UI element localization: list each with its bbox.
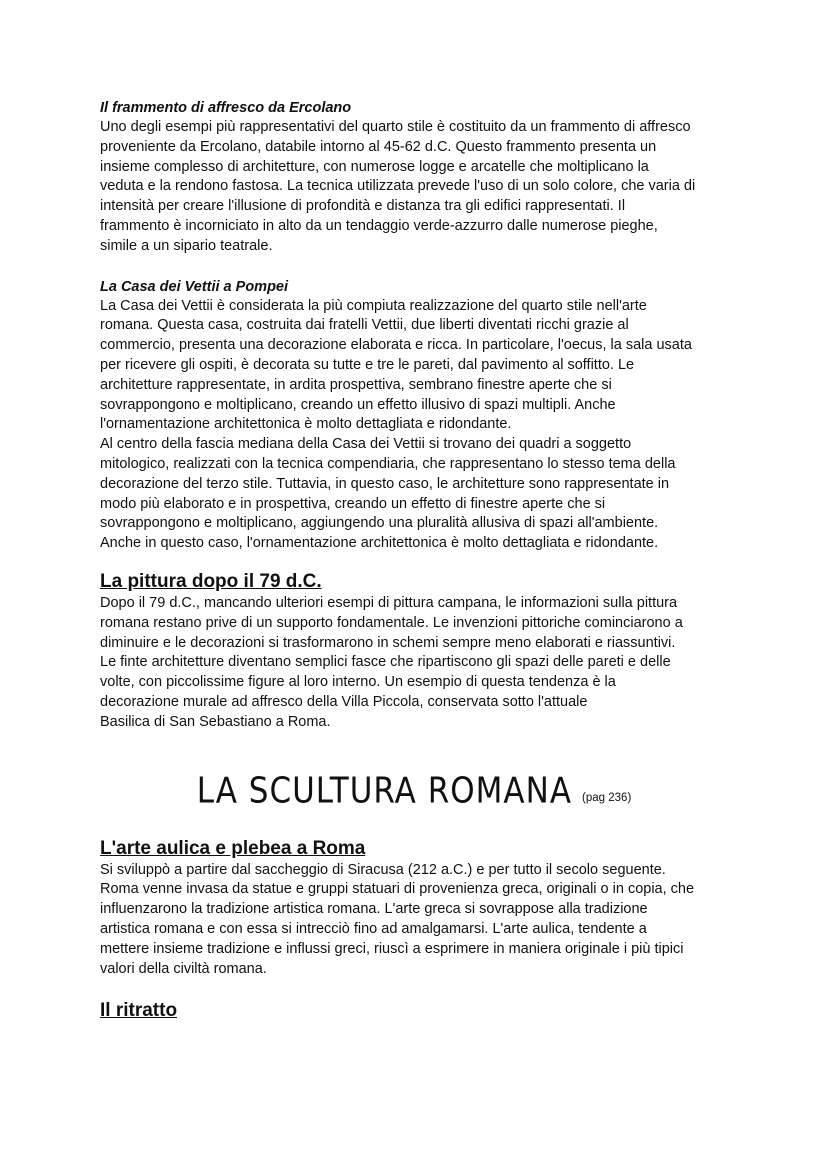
aulica-paragraph: Si sviluppò a partire dal saccheggio di Siracusa (212 a.C.) e per tutto il secolo seguente. Roma venne invasa da statue e gruppi statuari di provenienza greca, originali o in copia, che influenzarono la tradizione artistica romana. L'arte greca si sovrappose alla tradizione artistica romana e con essa si intrecciò fino ad amalgamarsi. L'arte aulica, tendente a mettere insieme tradizione e influssi greci, riuscì a esprimere in maniera originale i più tipici valori della civiltà romana. (100, 861, 695, 977)
frammento-heading: Il frammento di affresco da Ercolano (100, 100, 352, 116)
pittura-heading: La pittura dopo il 79 d.C. (100, 570, 322, 592)
page-reference: (pag 236) (582, 791, 632, 804)
vettii-paragraph: La Casa dei Vettii è considerata la più compiuta realizzazione del quarto stile nell'arte romana. Questa casa, costruita dai fratelli Vettii, due liberti diventati ricchi grazie al commercio, presenta una decorazione elaborata e ricca. In particolare, l'oecus, la sala usata per ricevere gli ospiti, è decorata su tutte e tre le pareti, dal pavimento al soffitto. Le architetture rappresentate, in ardita prospettiva, sembrano finestre aperte che si sovrappongono e moltiplicano, creando un effetto illusivo di spazi multipli. Anche l'ornamentazione architettonica è molto dettagliata e ridondante. Al centro della fascia mediana della Casa dei Vettii si trovano dei quadri a soggetto mitologico, realizzati con la tecnica compendiaria, che rappresentano lo stesso tema della decorazione del terzo stile. Tuttavia, in questo caso, le architetture sono rappresentate in modo più elaborato e in prospettiva, creando un effetto di finestre aperte che si sovrappongono e moltiplicano, aggiungendo una pluralità allusiva di spazi all'ambiente. Anche in questo caso, l'ornamentazione architettonica è molto dettagliata e ridondante. (100, 297, 692, 552)
scultura-title: LA SCULTURA ROMANA (196, 769, 573, 812)
document-page (100, 98, 740, 1023)
vettii-heading: La Casa dei Vettii a Pompei (100, 278, 289, 295)
frammento-paragraph: Uno degli esempi più rappresentativi del quarto stile è costituito da un frammento di affresco proveniente da Ercolano, databile intorno al 45-62 d.C. Questo frammento presenta un insieme complesso di architetture, con numerose logge e arcatelle che moltiplicano la veduta e la rendono fastosa. La tecnica utilizzata prevede l'uso di un solo colore, che varia di intensità per creare l'illusione di profondità e distanza tra gli edifici rappresentati. Il frammento è incorniciato in alto da un tendaggio verde-azzurro dalle numerose pieghe, simile a un sipario teatrale. (100, 119, 696, 254)
pittura-paragraph: Dopo il 79 d.C., mancando ulteriori esempi di pittura campana, le informazioni sulla pittura romana restano prive di un supporto fondamentale. Le invenzioni pittoriche cominciarono a diminuire e le decorazioni si trasformarono in schemi sempre meno elaborati e riassuntivi. Le finte architetture diventano semplici fasce che ripartiscono gli spazi delle pareti e delle volte, con piccolissime figure al loro interno. Un esempio di questa tendenza è la decorazione murale ad affresco della Villa Piccola, conservata sotto l'attuale Basilica di San Sebastiano a Roma. (100, 594, 683, 730)
aulica-heading: L'arte aulica e plebea a Roma (100, 837, 366, 859)
scultura-title-row (0, 769, 828, 825)
ritratto-heading: Il ritratto (100, 1000, 178, 1022)
